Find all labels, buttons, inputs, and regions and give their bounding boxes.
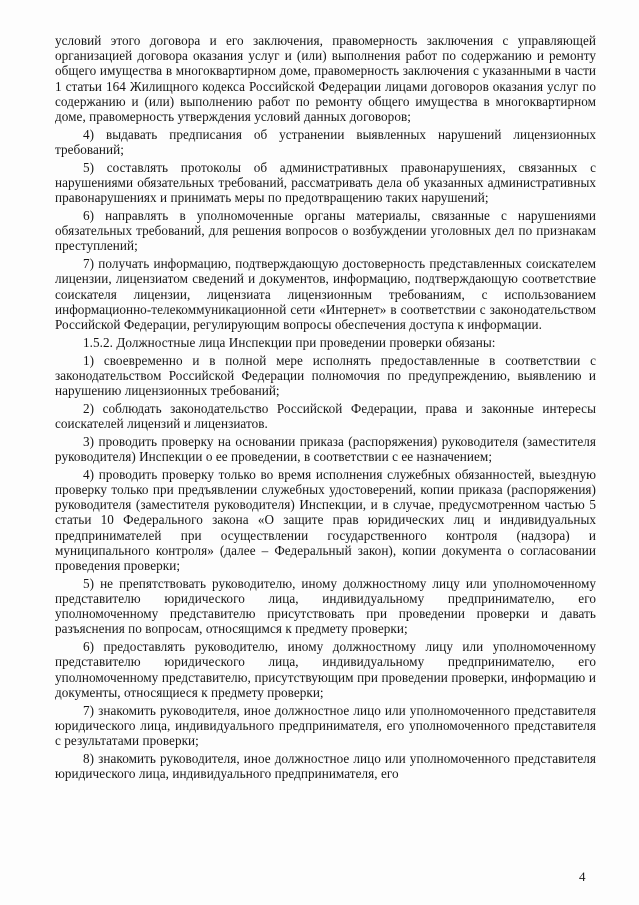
duty-item-4: 4) проводить проверку только во время исполнения служебных обязанностей, выездную проверку только при предъявлении служебных удостоверений, копии приказа (распоряжения) руководителя (заместителя руководителя) Инспекции, и в случае, предусмотренном частью 5 статьи 10 Федерального закона «О защите прав юридических лиц и индивидуальных предпринимателей при осуществлении государственного контроля (надзора) и муниципального контроля» (далее – Федеральный закон), копии документа о согласовании проведения проверки; [55, 466, 596, 574]
section-heading-1-5-2: 1.5.2. Должностные лица Инспекции при проведении проверки обязаны: [83, 334, 496, 350]
paragraph-continuation: условий этого договора и его заключения, правомерность заключения с управляющей организацией договора оказания услуг и (или) выполнения работ по содержанию и ремонту общего имущества в многоквартирном доме, правомерность заключения с указанными в части 1 статьи 164 Жилищного кодекса Российской Федерации лицами договоров оказания услуг по содержанию и (или) выполнению работ по ремонту общего имущества в многоквартирном доме, правомерность утверждения условий данных договоров; [55, 33, 596, 125]
duty-item-3: 3) проводить проверку на основании приказа (распоряжения) руководителя (заместителя руководителя) Инспекции о ее проведении, в соответствии с ее назначением; [55, 433, 596, 465]
duty-item-6: 6) предоставлять руководителю, иному должностному лицу или уполномоченному представителю юридического лица, индивидуальному предпринимателю, его уполномоченному представителю, присутствующим при проведении проверки, информацию и документы, относящиеся к предмету проверки; [55, 639, 596, 700]
duty-item-7: 7) знакомить руководителя, иное должностное лицо или уполномоченного представителя юридического лица, индивидуального предпринимателя, его уполномоченного представителя с результатами проверки; [55, 702, 596, 749]
body-text [55, 33, 596, 784]
duty-item-5: 5) не препятствовать руководителю, иному должностному лицу или уполномоченному представителю юридического лица, индивидуальному предпринимателю, его уполномоченному представителю присутствовать при проведении проверки и давать разъяснения по вопросам, относящимся к предмету проверки; [55, 575, 596, 637]
duty-item-2: 2) соблюдать законодательство Российской Федерации, права и законные интересы соискателей лицензий и лицензиатов. [55, 400, 596, 432]
page-number: 4 [579, 869, 586, 884]
duty-item-8: 8) знакомить руководителя, иное должностное лицо или уполномоченного представителя юридического лица, индивидуального предпринимателя, его [55, 750, 596, 782]
paragraph-item-5: 5) составлять протоколы об административных правонарушениях, связанных с нарушениями обязательных требований, рассматривать дела об указанных административных правонарушениях и принимать меры по предотвращению таких нарушений; [55, 159, 596, 206]
duty-item-1: 1) своевременно и в полной мере исполнять предоставленные в соответствии с законодательством Российской Федерации полномочия по предупреждению, выявлению и нарушению лицензионных требований; [55, 352, 596, 399]
paragraph-item-6: 6) направлять в уполномоченные органы материалы, связанные с нарушениями обязательных требований, для решения вопросов о возбуждении уголовных дел по признакам преступлений; [55, 208, 596, 254]
paragraph-item-7: 7) получать информацию, подтверждающую достоверность представленных соискателем лицензии, лицензиатом сведений и документов, информацию, подтверждающую соответствие соискателя лицензии, лицензиата лицензионным требованиям, с использованием информационно-телекоммуникационной сети «Интернет» в соответствии с законодательством Российской Федерации, регулирующим вопросы обеспечения доступа к информации. [55, 256, 596, 333]
paragraph-item-4: 4) выдавать предписания об устранении выявленных нарушений лицензионных требований; [55, 126, 596, 158]
